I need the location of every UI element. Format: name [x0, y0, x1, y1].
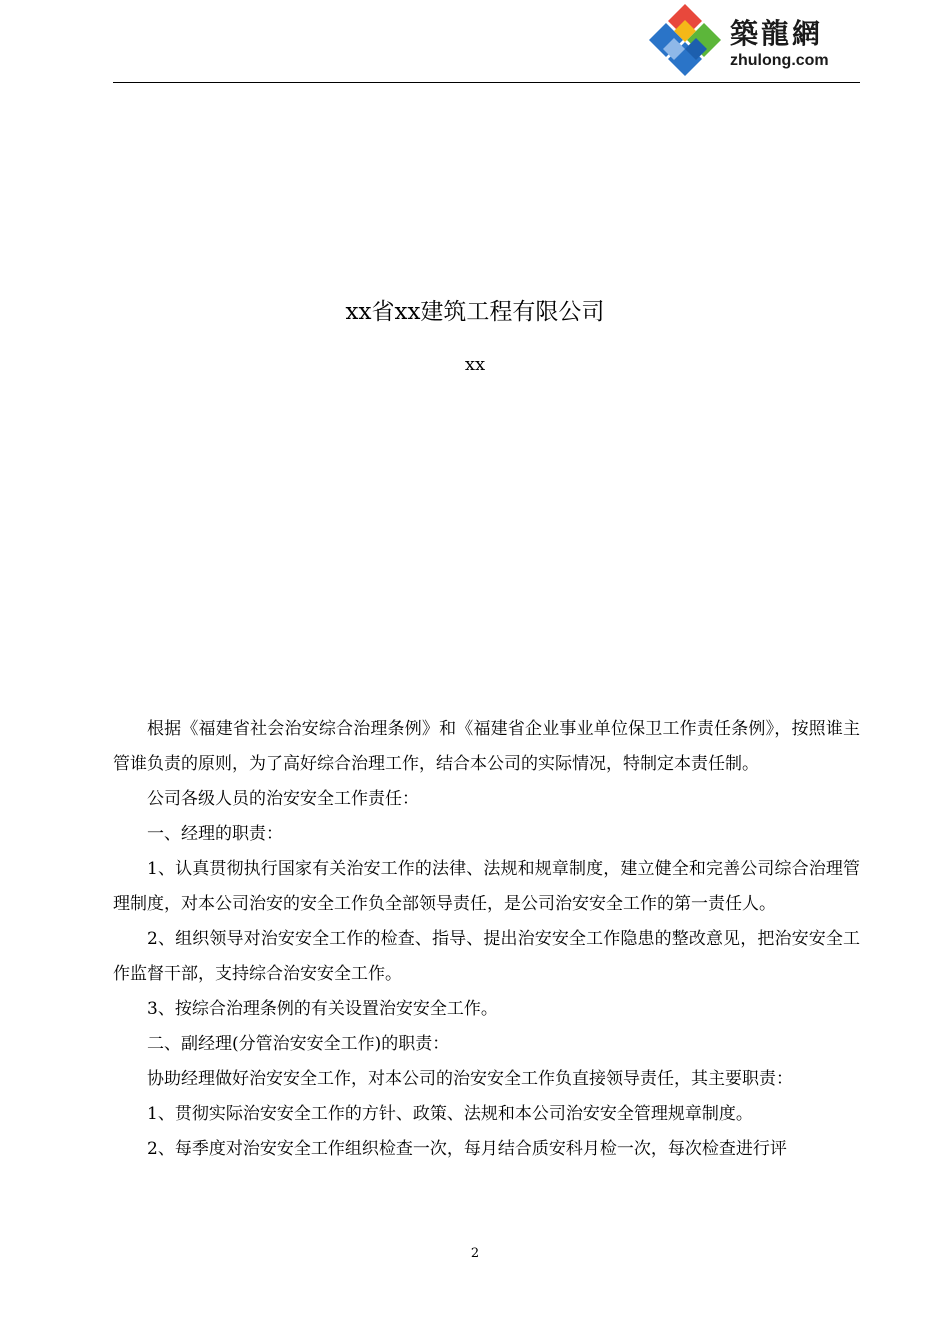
paragraph: 协助经理做好治安安全工作，对本公司的治安安全工作负直接领导责任，其主要职责： [147, 1069, 793, 1089]
paragraph: 根据《福建省社会治安综合治理条例》和《福建省企业事业单位保卫工作责任条例》，按照谁主管谁负责的原则，为了高好综合治理工作，结合本公司的实际情况，特制定本责任制。 [113, 719, 860, 774]
paragraph: 3、按综合治理条例的有关设置治安安全工作。 [147, 999, 498, 1019]
paragraph: 1、贯彻实际治安安全工作的方针、政策、法规和本公司治安安全管理规章制度。 [147, 1104, 753, 1124]
page-number: 2 [470, 1246, 480, 1261]
document-subtitle: xx [464, 354, 486, 375]
paragraph: 2、组织领导对治安安全工作的检查、指导、提出治安安全工作隐患的整改意见，把治安安全工作监督干部，支持综合治安安全工作。 [113, 929, 860, 984]
zhulong-logo [644, 2, 858, 80]
logo-domain-text: zhulong.com [730, 52, 829, 69]
zhulong-logo-icon [644, 2, 726, 80]
page-header [113, 0, 860, 83]
section-heading: 二、副经理(分管治安安全工作)的职责： [147, 1034, 450, 1054]
section-heading: 一、经理的职责： [147, 824, 283, 844]
document-body [113, 712, 860, 1167]
paragraph: 2、每季度对治安安全工作组织检查一次，每月结合质安科月检一次，每次检查进行评 [147, 1139, 787, 1159]
paragraph: 公司各级人员的治安安全工作责任： [147, 789, 419, 809]
company-title: xx省xx建筑工程有限公司 [345, 299, 605, 325]
logo-chinese-text: 築龍網 [730, 17, 824, 50]
paragraph: 1、认真贯彻执行国家有关治安工作的法律、法规和规章制度，建立健全和完善公司综合治理管理制度，对本公司治安的安全工作负全部领导责任，是公司治安安全工作的第一责任人。 [113, 859, 860, 914]
